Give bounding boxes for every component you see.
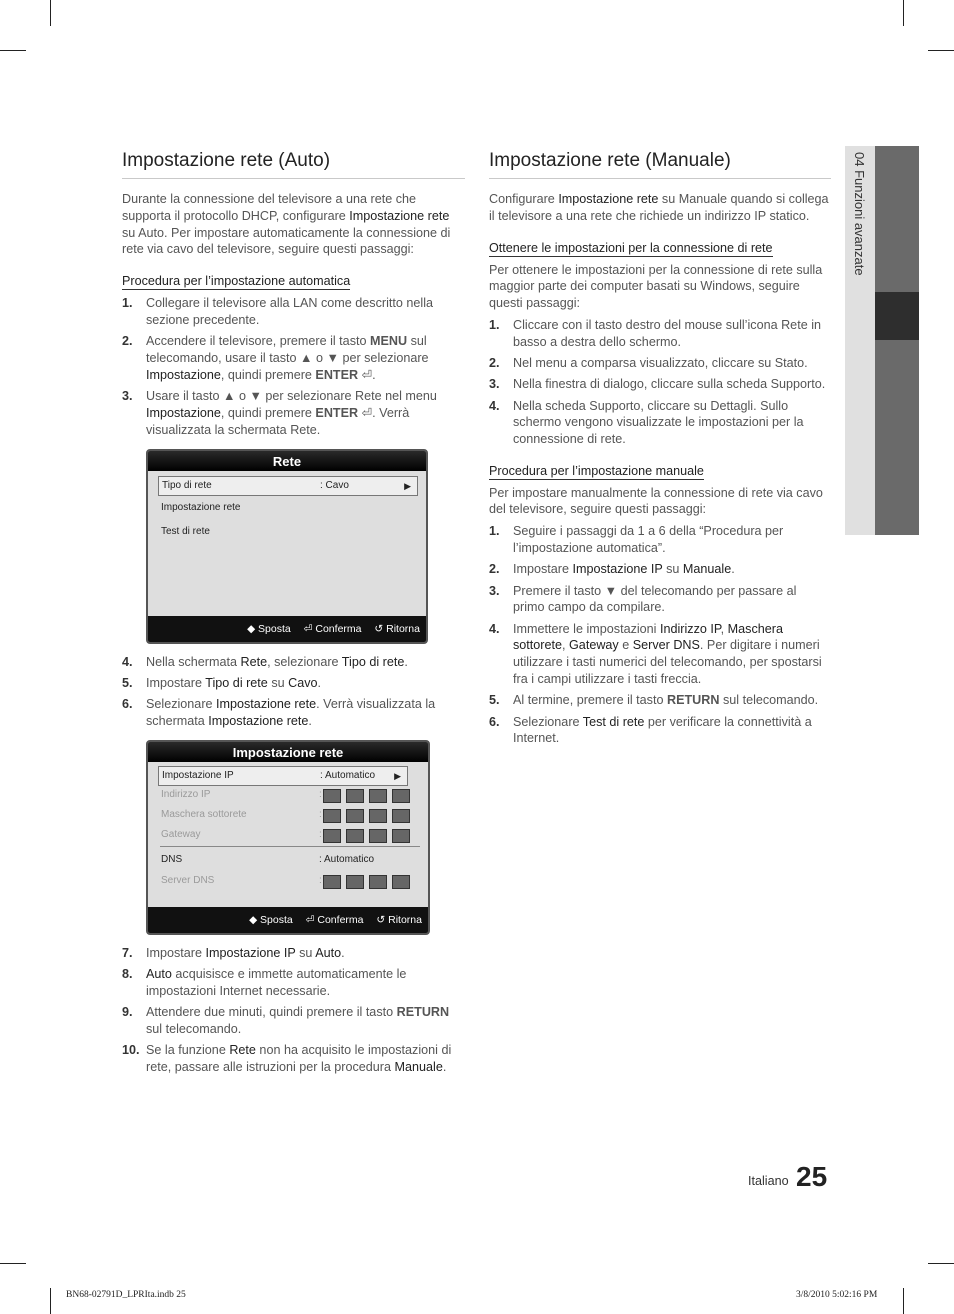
language-label: Italiano xyxy=(748,1174,789,1188)
list-item: 2. Impostare Impostazione IP su Manuale. xyxy=(489,562,735,577)
left-column xyxy=(122,150,465,1080)
page-number: 25 xyxy=(796,1161,828,1192)
list-item: 6. Selezionare Impostazione rete. Verrà visualizzata la schermata Impostazione rete. xyxy=(122,697,436,728)
menu-item-test-di-rete[interactable]: Test di rete xyxy=(161,525,210,537)
intro-manual: Configurare Impostazione rete su Manuale quando si collega il televisore a una rete che richiede un indirizzo IP statico. xyxy=(489,192,829,223)
list-item: 7. Impostare Impostazione IP su Auto. xyxy=(122,945,345,960)
confirm-hint: ⏎ Conferma xyxy=(303,622,362,635)
manual-intro: Per impostare manualmente la connessione di rete via cavo del televisore, seguire questi passaggi: xyxy=(489,485,823,517)
list-item: 2. Nel menu a comparsa visualizzato, cliccare su Stato. xyxy=(489,356,808,371)
right-column xyxy=(489,150,831,752)
crop-mark xyxy=(928,1263,954,1264)
menu-item-dns[interactable]: DNS : Automatico xyxy=(161,853,375,865)
list-item: 3. Nella finestra di dialogo, cliccare sulla scheda Supporto. xyxy=(489,377,826,392)
list-item: 4. Nella schermata Rete, selezionare Tipo di rete. xyxy=(122,654,408,669)
screen-impostazione-rete xyxy=(146,740,430,935)
section-title-manual: Impostazione rete (Manuale) xyxy=(489,150,831,179)
steps-list-manual xyxy=(489,523,831,747)
list-item: 1. Collegare il televisore alla LAN come descritto nella sezione precedente. xyxy=(122,296,433,327)
print-slug-left: BN68-02791D_LPRIta.indb 25 xyxy=(66,1290,186,1300)
field-server-dns: Server DNS : xyxy=(158,872,420,890)
section-title-auto: Impostazione rete (Auto) xyxy=(122,150,465,179)
list-item: 3. Premere il tasto ▼ del telecomando per passare al primo campo da compilare. xyxy=(489,583,797,615)
intro-auto: Durante la connessione del televisore a una rete che supporta il protocollo DHCP, configurare Impostazione rete su Auto. Per impostare automaticamente la connessione di rete via cavo del televisore, seguire questi passaggi: xyxy=(122,192,451,257)
menu-item-tipo-di-rete[interactable]: Tipo di rete : Cavo ▶ xyxy=(158,476,418,496)
field-gateway: Gateway : xyxy=(158,826,420,844)
back-hint: ↺ Ritorna xyxy=(374,622,420,635)
screen-rete xyxy=(146,449,428,644)
chapter-label: 04 Funzioni avanzate xyxy=(852,152,867,276)
steps-list-settings xyxy=(489,317,831,448)
crop-mark xyxy=(0,50,26,51)
screen-footer xyxy=(148,907,428,933)
screen-title: Impostazione rete xyxy=(148,742,428,762)
list-item: 1. Cliccare con il tasto destro del mouse sull’icona Rete in basso a destra dello schermo. xyxy=(489,317,821,349)
confirm-hint: ⏎ Conferma xyxy=(305,913,364,926)
list-item: 4. Nella scheda Supporto, cliccare su Dettagli. Sullo schermo vengono visualizzate le impostazioni per la connessione di rete. xyxy=(489,398,804,447)
crop-mark xyxy=(928,50,954,51)
list-item: 5. Impostare Tipo di rete su Cavo. xyxy=(122,675,322,690)
list-item: 6. Selezionare Test di rete per verificare la connettività a Internet. xyxy=(489,714,812,746)
steps-list-a xyxy=(122,295,465,438)
field-indirizzo-ip: Indirizzo IP : xyxy=(158,786,420,804)
subheading-auto: Procedura per l’impostazione automatica xyxy=(122,274,351,289)
list-item: 8. Auto acquisisce e immette automaticamente le impostazioni Internet necessarie. xyxy=(122,967,407,998)
print-slug-right: 3/8/2010 5:02:16 PM xyxy=(796,1290,878,1300)
subheading-manual: Procedura per l’impostazione manuale xyxy=(489,463,704,478)
menu-item-impostazione-rete[interactable]: Impostazione rete xyxy=(161,501,241,513)
arrow-right-icon: ▶ xyxy=(394,770,401,781)
crop-mark xyxy=(903,0,904,26)
list-item: 4. Immettere le impostazioni Indirizzo IP, Maschera sottorete, Gateway e Server DNS. Per digitare i numeri utilizzare i tasti numerici del telecomando, per spostarsi fra i campi utilizzare i tasti freccia. xyxy=(489,621,822,687)
screen-title: Rete xyxy=(148,451,426,471)
field-maschera-sottorete: Maschera sottorete : xyxy=(158,806,420,824)
list-item: 9. Attendere due minuti, quindi premere il tasto RETURN sul telecomando. xyxy=(122,1005,450,1036)
list-item: 5. Al termine, premere il tasto RETURN sul telecomando. xyxy=(489,693,819,708)
list-item: 2. Accendere il televisore, premere il tasto MENU sul telecomando, usare il tasto ▲ o ▼ per selezionare Impostazione, quindi premere ENTER ⏎. xyxy=(122,334,429,382)
crop-mark xyxy=(50,0,51,26)
steps-list-c xyxy=(122,945,465,1076)
menu-item-impostazione-ip[interactable]: Impostazione IP : Automatico ▶ xyxy=(158,766,408,786)
chapter-tab xyxy=(845,146,919,535)
screen-footer xyxy=(148,616,426,642)
crop-mark xyxy=(50,1288,51,1314)
divider xyxy=(160,846,420,847)
list-item: 10. Se la funzione Rete non ha acquisito le impostazioni di rete, passare alle istruzioni per la procedura Manuale. xyxy=(122,1043,452,1075)
steps-list-b xyxy=(122,654,465,730)
settings-intro: Per ottenere le impostazioni per la connessione di rete sulla maggior parte dei computer basati su Windows, seguire questi passaggi: xyxy=(489,262,823,311)
move-hint: ◆ Sposta xyxy=(247,622,291,635)
arrow-right-icon: ▶ xyxy=(404,480,411,491)
back-hint: ↺ Ritorna xyxy=(376,913,422,926)
crop-mark xyxy=(0,1263,26,1264)
move-hint: ◆ Sposta xyxy=(249,913,293,926)
list-item: 1. Seguire i passaggi da 1 a 6 della “Procedura per l’impostazione automatica”. xyxy=(489,524,784,555)
list-item: 3. Usare il tasto ▲ o ▼ per selezionare Rete nel menu Impostazione, quindi premere ENTER ⏎. Verrà visualizzata la schermata Rete. xyxy=(122,389,437,437)
crop-mark xyxy=(903,1288,904,1314)
subheading-settings: Ottenere le impostazioni per la connessione di rete xyxy=(489,240,773,255)
